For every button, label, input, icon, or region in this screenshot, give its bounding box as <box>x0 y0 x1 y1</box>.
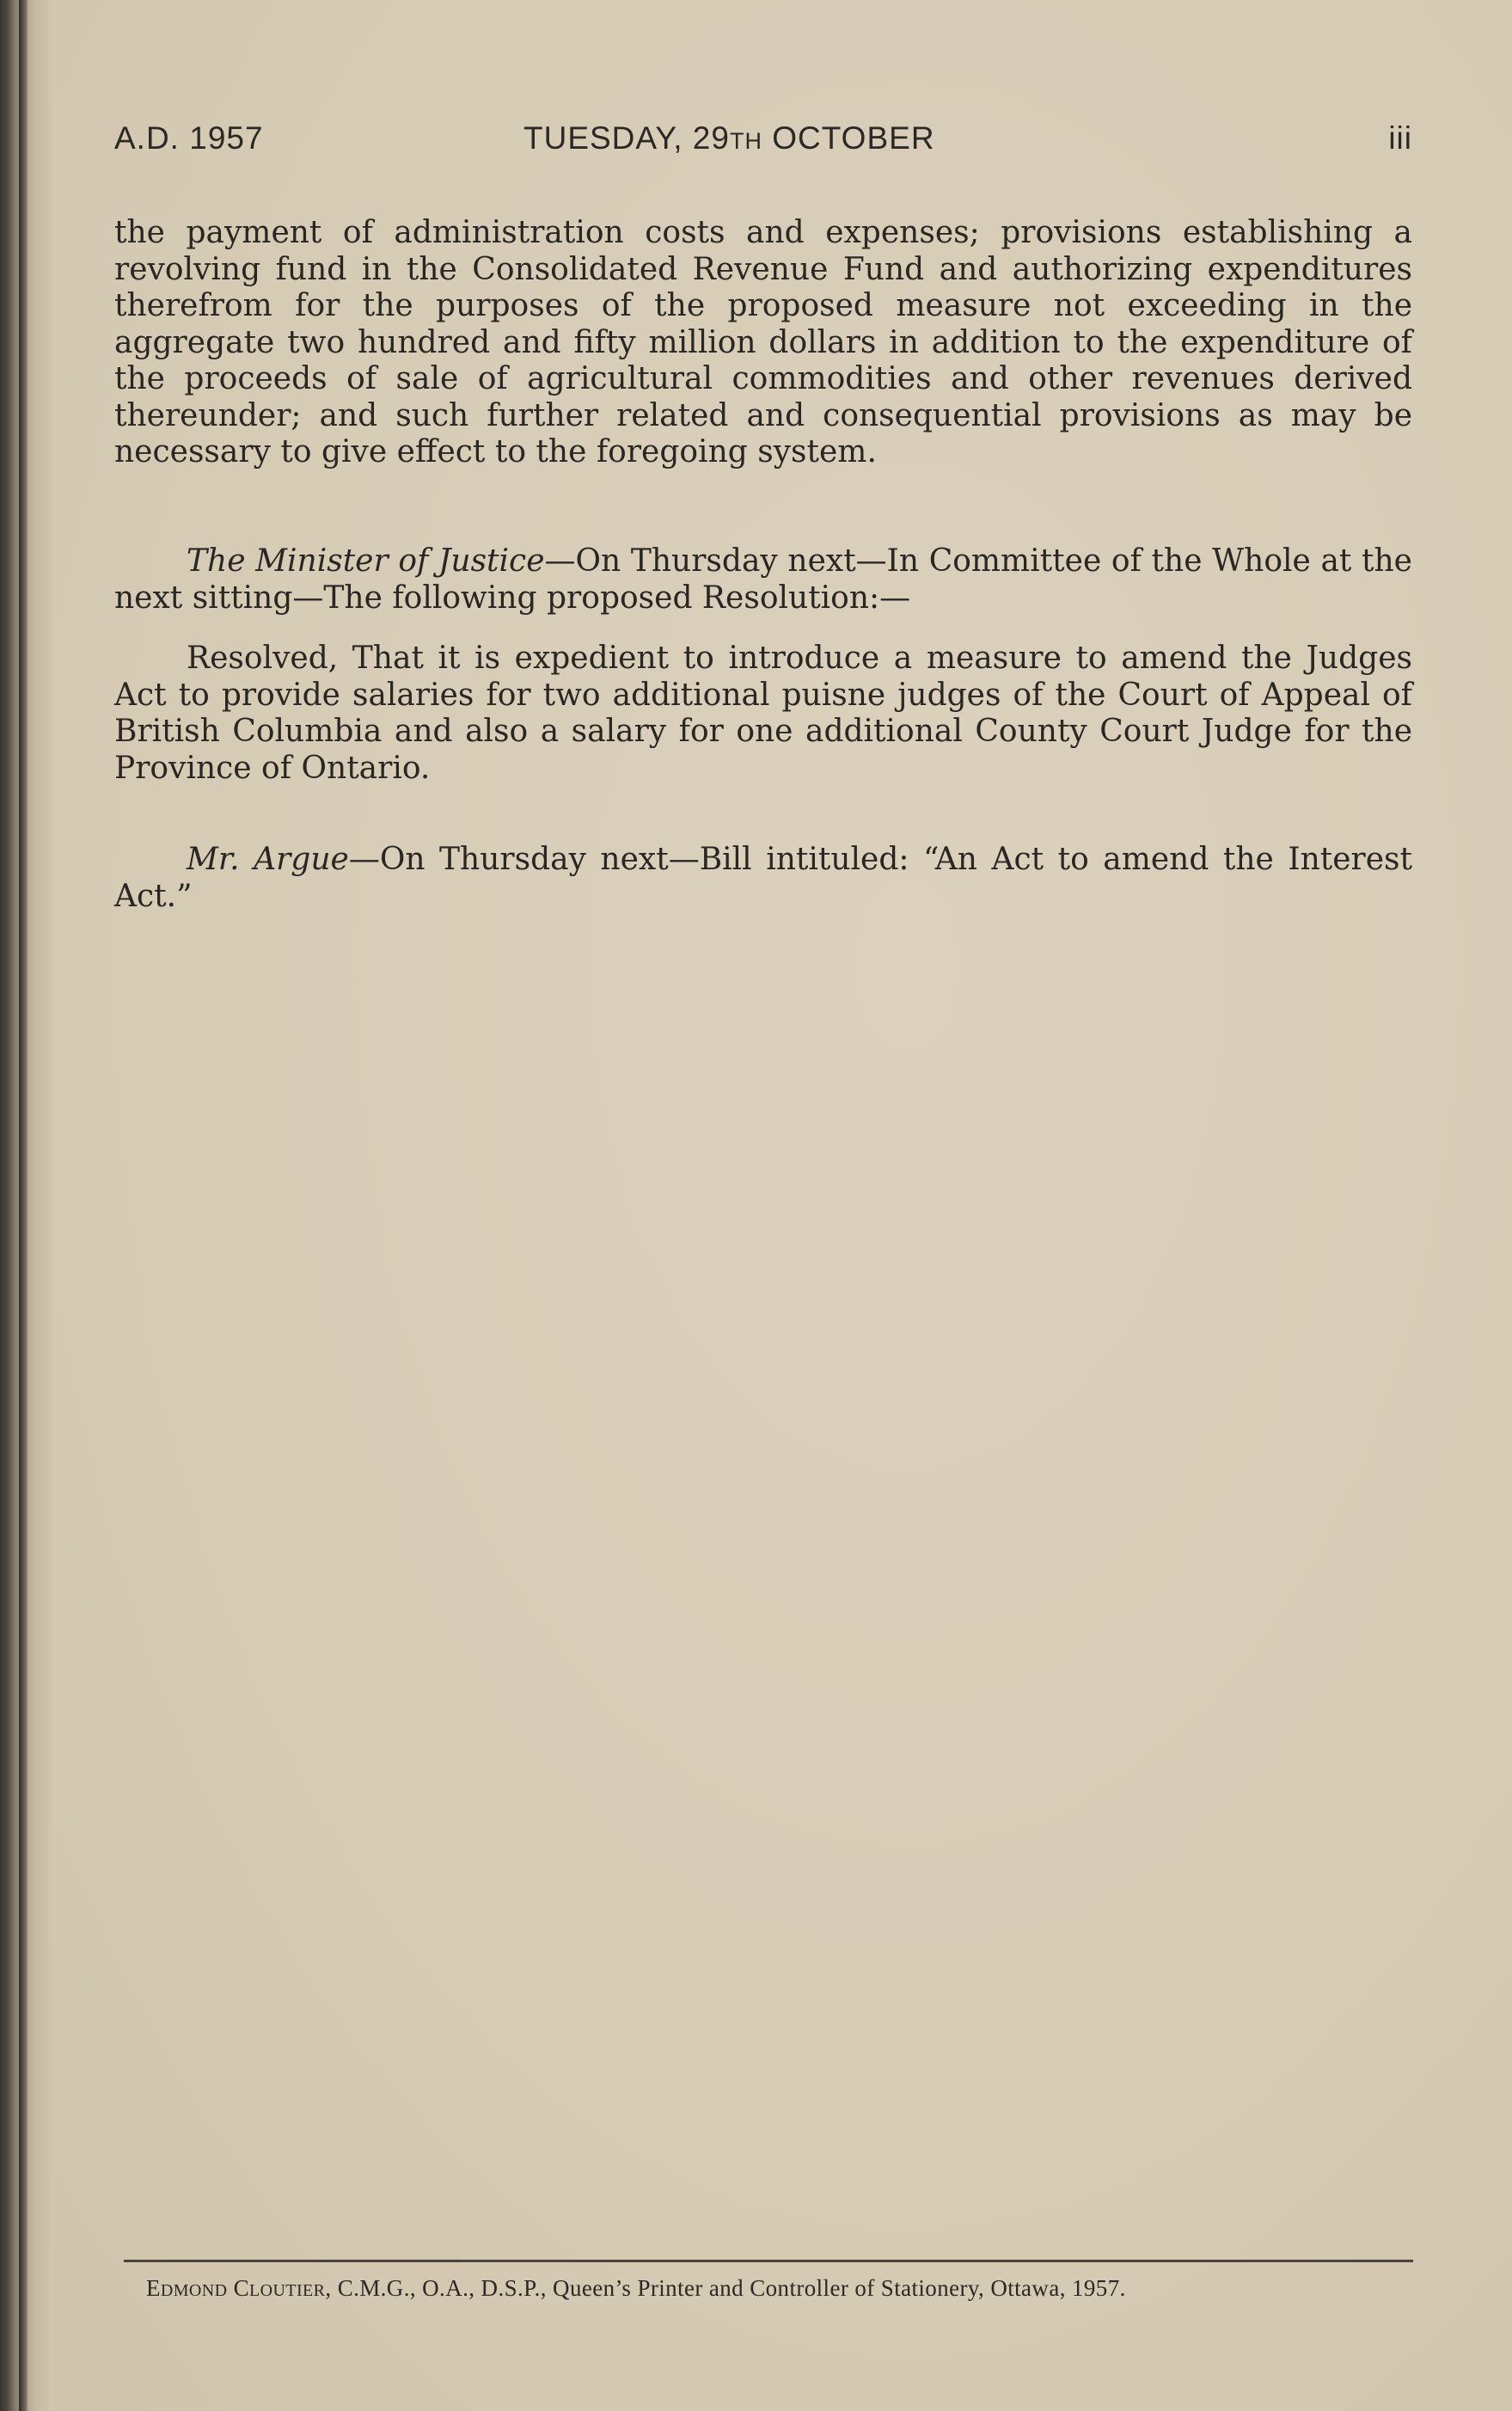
header-year: A.D. 1957 <box>114 120 264 156</box>
argue-mover: Mr. Argue <box>187 842 349 877</box>
binding-edge <box>19 0 28 2411</box>
resolution-paragraph: Resolved, That it is expedient to introduce a measure to amend the Judges Act to provide salaries for two additional puisne judges of the Court of Appeal of British Columbia and also a salary for one additional County Court Judge for the Province of Ontario. <box>114 641 1412 786</box>
argue-notice <box>114 842 1412 915</box>
justice-text: —On Thursday next—In Committee of the Whole at the next sitting—The following proposed Resolution:— <box>114 543 1412 616</box>
footer-rule <box>124 2260 1413 2262</box>
justice-notice <box>114 543 1412 617</box>
page-number: iii <box>1388 120 1412 156</box>
printer-imprint: EDMOND CLOUTIER, C.M.G., O.A., D.S.P., Queen’s Printer and Controller of Stationery, Ottawa, 1957. <box>146 2275 1126 2301</box>
justice-mover: The Minister of Justice <box>187 543 545 579</box>
running-header <box>114 120 1412 163</box>
argue-text: —On Thursday next—Bill intituled: “An Act to amend the Interest Act.” <box>114 842 1412 914</box>
header-date: TUESDAY, 29TH OCTOBER <box>523 120 935 156</box>
continuation-paragraph: the payment of administration costs and expenses; provisions establishing a revolving fund in the Consolidated Revenue Fund and authorizing expenditures therefrom for the purposes of the proposed measure not exceeding in the aggregate two hundred and fifty million dollars in addition to the expenditure of the proceeds of sale of agricultural commodities and other revenues derived thereunder; and such further related and consequential provisions as may be necessary to give effect to the foregoing system. <box>114 215 1412 469</box>
